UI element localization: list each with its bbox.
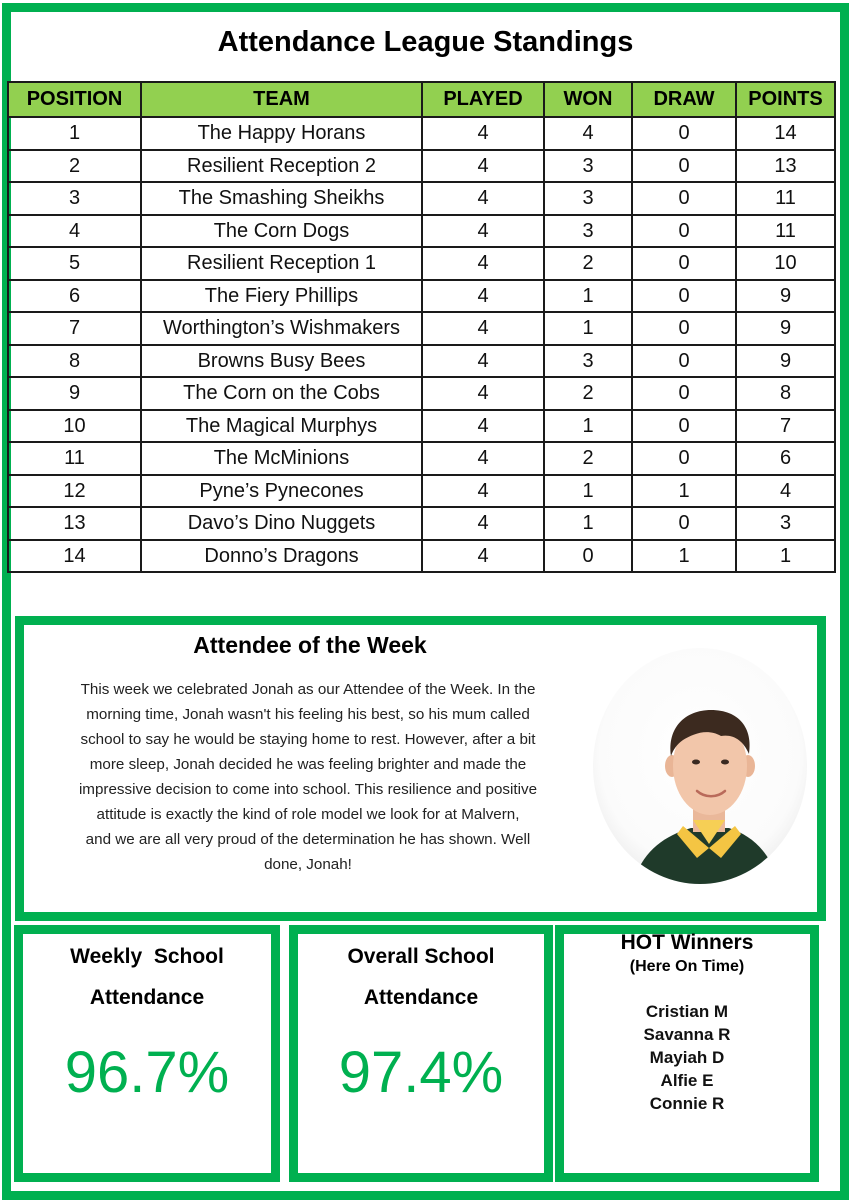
cell-team: The Corn on the Cobs [141, 377, 422, 410]
weekly-attendance-value: 96.7% [64, 1040, 230, 1105]
cell-position: 14 [8, 540, 141, 573]
attendee-text-line: more sleep, Jonah decided he was feeling brighter and made the [89, 756, 527, 773]
cell-draw: 0 [632, 377, 736, 410]
weekly-attendance-label-line1: Weekly School [70, 945, 224, 968]
cell-points: 7 [736, 410, 835, 443]
cell-points: 10 [736, 247, 835, 280]
hot-winners-list [564, 1000, 810, 1115]
hot-winner-name: Mayiah D [649, 1048, 725, 1067]
cell-position: 11 [8, 442, 141, 475]
cell-won: 0 [544, 540, 632, 573]
cell-position: 9 [8, 377, 141, 410]
cell-team: The Smashing Sheikhs [141, 182, 422, 215]
cell-played: 4 [422, 410, 544, 443]
cell-points: 14 [736, 117, 835, 150]
table-row [8, 117, 835, 150]
cell-draw: 0 [632, 507, 736, 540]
table-row [8, 182, 835, 215]
page-title: Attendance League Standings [217, 26, 634, 58]
cell-team: The Corn Dogs [141, 215, 422, 248]
league-table-container [7, 81, 834, 573]
table-row [8, 150, 835, 183]
cell-played: 4 [422, 150, 544, 183]
cell-won: 4 [544, 117, 632, 150]
cell-position: 6 [8, 280, 141, 313]
cell-played: 4 [422, 280, 544, 313]
cell-won: 3 [544, 345, 632, 378]
attendee-text-line: impressive decision to come into school. This resilience and positive [78, 781, 538, 798]
cell-draw: 0 [632, 215, 736, 248]
table-row [8, 280, 835, 313]
cell-team: Donno’s Dragons [141, 540, 422, 573]
cell-draw: 0 [632, 345, 736, 378]
cell-position: 5 [8, 247, 141, 280]
cell-won: 2 [544, 247, 632, 280]
hot-winner-name: Cristian M [645, 1002, 729, 1021]
cell-position: 1 [8, 117, 141, 150]
cell-draw: 0 [632, 247, 736, 280]
cell-won: 2 [544, 377, 632, 410]
cell-position: 12 [8, 475, 141, 508]
cell-won: 1 [544, 410, 632, 443]
cell-team: Resilient Reception 1 [141, 247, 422, 280]
cell-played: 4 [422, 345, 544, 378]
cell-played: 4 [422, 540, 544, 573]
cell-won: 1 [544, 475, 632, 508]
header-team: TEAM [141, 82, 422, 117]
league-standings-table [7, 81, 836, 573]
table-row [8, 215, 835, 248]
cell-played: 4 [422, 475, 544, 508]
header-points: POINTS [736, 82, 835, 117]
cell-points: 9 [736, 345, 835, 378]
cell-points: 9 [736, 312, 835, 345]
table-row [8, 247, 835, 280]
cell-draw: 0 [632, 280, 736, 313]
cell-position: 3 [8, 182, 141, 215]
cell-draw: 0 [632, 410, 736, 443]
cell-points: 11 [736, 182, 835, 215]
cell-team: Resilient Reception 2 [141, 150, 422, 183]
cell-draw: 0 [632, 117, 736, 150]
attendee-description [22, 677, 594, 877]
header-position: POSITION [8, 82, 141, 117]
cell-position: 4 [8, 215, 141, 248]
hot-winners-panel [555, 925, 819, 1182]
cell-points: 3 [736, 507, 835, 540]
hot-winner-name: Savanna R [643, 1025, 731, 1044]
attendee-text-line: morning time, Jonah wasn't his feeling his best, so his mum called [86, 706, 530, 723]
cell-draw: 0 [632, 182, 736, 215]
cell-won: 3 [544, 182, 632, 215]
cell-points: 1 [736, 540, 835, 573]
table-row [8, 377, 835, 410]
cell-points: 4 [736, 475, 835, 508]
cell-position: 8 [8, 345, 141, 378]
student-portrait-icon [593, 648, 807, 884]
cell-draw: 1 [632, 475, 736, 508]
cell-won: 1 [544, 280, 632, 313]
table-row [8, 410, 835, 443]
hot-winners-subtitle: (Here On Time) [629, 958, 745, 975]
overall-attendance-label-line1: Overall School [347, 945, 495, 968]
cell-team: Pyne’s Pynecones [141, 475, 422, 508]
cell-team: The Happy Horans [141, 117, 422, 150]
attendee-text-line: done, Jonah! [264, 856, 352, 873]
cell-team: The McMinions [141, 442, 422, 475]
cell-team: Browns Busy Bees [141, 345, 422, 378]
cell-won: 1 [544, 312, 632, 345]
cell-draw: 0 [632, 312, 736, 345]
header-played: PLAYED [422, 82, 544, 117]
cell-team: Worthington’s Wishmakers [141, 312, 422, 345]
header-draw: DRAW [632, 82, 736, 117]
header-won: WON [544, 82, 632, 117]
cell-points: 11 [736, 215, 835, 248]
table-row [8, 475, 835, 508]
cell-team: The Magical Murphys [141, 410, 422, 443]
cell-played: 4 [422, 312, 544, 345]
overall-attendance-panel [289, 925, 553, 1182]
cell-played: 4 [422, 247, 544, 280]
weekly-attendance-label-line2: Attendance [89, 986, 205, 1009]
cell-team: The Fiery Phillips [141, 280, 422, 313]
overall-attendance-label-line2: Attendance [363, 986, 479, 1009]
cell-won: 1 [544, 507, 632, 540]
cell-team: Davo’s Dino Nuggets [141, 507, 422, 540]
attendee-text-line: and we are all very proud of the determination he has shown. Well [85, 831, 531, 848]
cell-played: 4 [422, 377, 544, 410]
table-row [8, 442, 835, 475]
cell-points: 9 [736, 280, 835, 313]
cell-points: 8 [736, 377, 835, 410]
cell-position: 7 [8, 312, 141, 345]
cell-played: 4 [422, 507, 544, 540]
attendee-text-line: This week we celebrated Jonah as our Attendee of the Week. In the [80, 681, 536, 698]
cell-position: 2 [8, 150, 141, 183]
hot-winners-title: HOT Winners [620, 931, 754, 954]
cell-played: 4 [422, 117, 544, 150]
attendee-heading: Attendee of the Week [193, 632, 427, 658]
cell-points: 6 [736, 442, 835, 475]
hot-winner-name: Alfie E [660, 1071, 714, 1090]
attendee-text-line: school to say he would be staying home to rest. However, after a bit [80, 731, 536, 748]
cell-played: 4 [422, 442, 544, 475]
weekly-attendance-panel [14, 925, 280, 1182]
attendee-text-line: attitude is exactly the kind of role model we look for at Malvern, [96, 806, 520, 823]
cell-won: 2 [544, 442, 632, 475]
cell-won: 3 [544, 215, 632, 248]
cell-played: 4 [422, 182, 544, 215]
cell-position: 10 [8, 410, 141, 443]
cell-position: 13 [8, 507, 141, 540]
table-row [8, 540, 835, 573]
table-row [8, 312, 835, 345]
cell-draw: 0 [632, 150, 736, 183]
cell-points: 13 [736, 150, 835, 183]
table-row [8, 507, 835, 540]
cell-won: 3 [544, 150, 632, 183]
table-header-row [8, 82, 835, 117]
cell-draw: 1 [632, 540, 736, 573]
hot-winner-name: Connie R [649, 1094, 725, 1113]
table-row [8, 345, 835, 378]
cell-played: 4 [422, 215, 544, 248]
overall-attendance-value: 97.4% [338, 1040, 504, 1105]
cell-draw: 0 [632, 442, 736, 475]
